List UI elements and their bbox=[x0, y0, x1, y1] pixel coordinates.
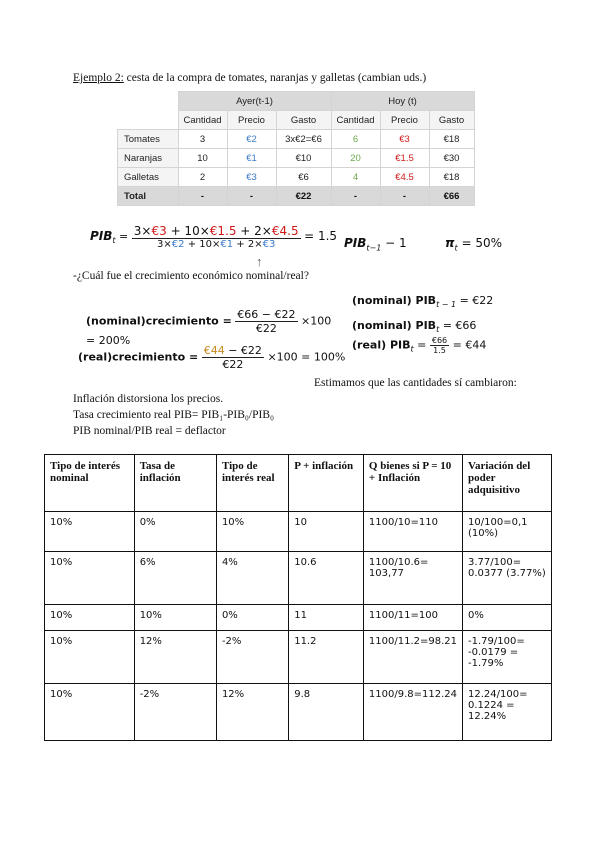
nominal-growth-tail: ×100 bbox=[301, 314, 332, 328]
table-cell: €1.5 bbox=[380, 149, 429, 168]
table-cell: 10% bbox=[134, 605, 216, 631]
sub-header: Cantidad bbox=[331, 111, 380, 130]
table-cell: 10 bbox=[289, 512, 364, 552]
table-cell: - bbox=[227, 187, 276, 206]
table-cell: 2 bbox=[178, 168, 227, 187]
table-cell: €4.5 bbox=[380, 168, 429, 187]
real-growth-label: (real)crecimiento = bbox=[78, 350, 199, 364]
pib-prev-rhs: − 1 bbox=[385, 236, 407, 250]
group-header-hoy: Hoy (t) bbox=[331, 92, 474, 111]
table-cell: 10% bbox=[45, 684, 135, 741]
table-cell: €6 bbox=[276, 168, 331, 187]
row-label: Galletas bbox=[118, 168, 179, 187]
table-row bbox=[45, 512, 552, 552]
real-pib-fraction: $\frac{€66}{1.5}$ bbox=[431, 336, 448, 355]
basket-table bbox=[117, 91, 475, 206]
pi-value: = 50% bbox=[461, 236, 503, 250]
table-cell: 6% bbox=[134, 552, 216, 605]
column-header: Tasa de inflación bbox=[134, 455, 216, 512]
sub-header: Gasto bbox=[429, 111, 474, 130]
table-cell: €2 bbox=[227, 130, 276, 149]
pib-value-line-3: (real) $PIB_t$ = $\frac{€66}{1.5}$ = €44 bbox=[352, 336, 487, 355]
table-cell: €22 bbox=[276, 187, 331, 206]
nominal-growth-denominator: €22 bbox=[255, 322, 277, 335]
column-header: Q bienes si P = 10 + Inflación bbox=[363, 455, 462, 512]
nominal-growth-fraction bbox=[235, 308, 297, 335]
table-cell: 1100/11=100 bbox=[363, 605, 462, 631]
table-cell: -2% bbox=[216, 631, 288, 684]
table-cell: 12% bbox=[134, 631, 216, 684]
table-cell: 1100/10.6= 103,77 bbox=[363, 552, 462, 605]
basket-sub-header-row bbox=[118, 111, 475, 130]
table-cell: 12% bbox=[216, 684, 288, 741]
table-cell: 11 bbox=[289, 605, 364, 631]
table-cell: - bbox=[380, 187, 429, 206]
table-row bbox=[118, 168, 475, 187]
table-cell: 0% bbox=[463, 605, 552, 631]
sub-header: Gasto bbox=[276, 111, 331, 130]
pib-denominator: 3×€2 + 10×€1 + 2×€3 bbox=[157, 239, 276, 250]
table-cell: €10 bbox=[276, 149, 331, 168]
table-cell: - bbox=[331, 187, 380, 206]
table-row bbox=[118, 149, 475, 168]
table-row bbox=[45, 605, 552, 631]
table-cell: 0% bbox=[134, 512, 216, 552]
table-cell: 10% bbox=[45, 631, 135, 684]
table-cell: 12.24/100= 0.1224 = 12.24% bbox=[463, 684, 552, 741]
pib-result: = 1.5 bbox=[304, 229, 338, 243]
example-description: cesta de la compra de tomates, naranjas y galletas (cambian uds.) bbox=[123, 72, 427, 84]
pi-subscript: t bbox=[454, 243, 458, 253]
pib-subscript: t bbox=[112, 236, 116, 246]
table-cell: €18 bbox=[429, 130, 474, 149]
nominal-growth-numerator: €66 − €22 bbox=[237, 308, 296, 321]
row-label: Naranjas bbox=[118, 149, 179, 168]
pib-label: PIB bbox=[90, 229, 113, 243]
note-inflation: Inflación distorsiona los precios. bbox=[73, 393, 224, 405]
real-growth-fraction bbox=[202, 344, 264, 371]
table-cell: 3x€2=€6 bbox=[276, 130, 331, 149]
table-cell: €30 bbox=[429, 149, 474, 168]
table-cell: 3 bbox=[178, 130, 227, 149]
table-row bbox=[45, 552, 552, 605]
table-cell: 1100/9.8=112.24 bbox=[363, 684, 462, 741]
table-row bbox=[118, 130, 475, 149]
pib-value-line-2: (nominal) $PIB_t$ = €66 bbox=[352, 319, 477, 335]
table-cell: €3 bbox=[380, 130, 429, 149]
pib-previous bbox=[344, 236, 407, 252]
table-cell: 10% bbox=[45, 512, 135, 552]
table-row bbox=[45, 631, 552, 684]
table-cell: 10 bbox=[178, 149, 227, 168]
table-cell: 4 bbox=[331, 168, 380, 187]
pib-value-line-1: (nominal) $PIB_{t - 1}$ = €22 bbox=[352, 294, 494, 310]
table-cell: -1.79/100= -0.0179 = -1.79% bbox=[463, 631, 552, 684]
table-cell: -2% bbox=[134, 684, 216, 741]
table-cell: 9.8 bbox=[289, 684, 364, 741]
sub-header: Precio bbox=[227, 111, 276, 130]
pib-prev-subscript: t−1 bbox=[366, 243, 382, 253]
table-cell: €66 bbox=[429, 187, 474, 206]
table-cell: 10/100=0,1 (10%) bbox=[463, 512, 552, 552]
example-label: Ejemplo 2: bbox=[73, 72, 124, 84]
pi-symbol: π bbox=[445, 236, 455, 250]
table-row bbox=[45, 684, 552, 741]
table-cell: 10% bbox=[45, 552, 135, 605]
note-real-growth: Tasa crecimiento real PIB= PIB₁-PIB₀/PIB₀ bbox=[73, 409, 275, 421]
pib-numerator: 3×€3 + 10×€1.5 + 2×€4.5 bbox=[133, 224, 299, 238]
column-header: Tipo de interés nominal bbox=[45, 455, 135, 512]
real-growth-numerator: €44 − €22 bbox=[203, 344, 262, 357]
pib-formula: $PIB_t$ = $\frac{3\times€3 + 10\times€1.5 + 2\times€4.5}{3\times€2 + 10\times€1 + 2\times€3}$ = 1.5 bbox=[90, 224, 338, 250]
table-header-row bbox=[45, 455, 552, 512]
table-cell: - bbox=[178, 187, 227, 206]
sub-header: Precio bbox=[380, 111, 429, 130]
table-cell: 10% bbox=[45, 605, 135, 631]
column-header: P + inflación bbox=[289, 455, 364, 512]
nominal-growth-result: = 200% bbox=[86, 334, 131, 347]
row-label: Total bbox=[118, 187, 179, 206]
basket-group-header-row bbox=[118, 92, 475, 111]
interest-rate-table bbox=[44, 454, 552, 741]
table-cell: 20 bbox=[331, 149, 380, 168]
column-header: Variación del poder adquisitivo bbox=[463, 455, 552, 512]
table-cell: 0% bbox=[216, 605, 288, 631]
table-cell: 10% bbox=[216, 512, 288, 552]
inflation-formula bbox=[445, 236, 502, 252]
table-cell: €18 bbox=[429, 168, 474, 187]
arrow-up-icon: ↑ bbox=[256, 254, 263, 269]
group-header-ayer: Ayer(t-1) bbox=[178, 92, 331, 111]
real-growth-denominator: €22 bbox=[222, 358, 244, 371]
question-text: -¿Cuál fue el crecimiento económico nominal/real? bbox=[73, 270, 309, 282]
table-cell: 11.2 bbox=[289, 631, 364, 684]
table-cell: 1100/11.2=98.21 bbox=[363, 631, 462, 684]
table-cell: 1100/10=110 bbox=[363, 512, 462, 552]
table-cell: 4% bbox=[216, 552, 288, 605]
table-cell: 6 bbox=[331, 130, 380, 149]
nominal-growth-formula bbox=[86, 308, 331, 335]
example-title bbox=[73, 72, 426, 84]
real-growth-tail: ×100 = 100% bbox=[267, 350, 346, 364]
table-row-total bbox=[118, 187, 475, 206]
estimate-statement: Estimamos que las cantidades sí cambiaron: bbox=[314, 377, 517, 389]
table-cell: 3.77/100= 0.0377 (3.77%) bbox=[463, 552, 552, 605]
table-cell: 10.6 bbox=[289, 552, 364, 605]
column-header: Tipo de interés real bbox=[216, 455, 288, 512]
pib-prev-label: PIB bbox=[344, 236, 367, 250]
sub-header: Cantidad bbox=[178, 111, 227, 130]
table-cell: €3 bbox=[227, 168, 276, 187]
note-deflator: PIB nominal/PIB real = deflactor bbox=[73, 425, 226, 437]
nominal-growth-label: (nominal)crecimiento = bbox=[86, 314, 232, 328]
pib-fraction bbox=[132, 224, 301, 250]
row-label: Tomates bbox=[118, 130, 179, 149]
table-cell: €1 bbox=[227, 149, 276, 168]
real-growth-formula bbox=[78, 344, 345, 371]
